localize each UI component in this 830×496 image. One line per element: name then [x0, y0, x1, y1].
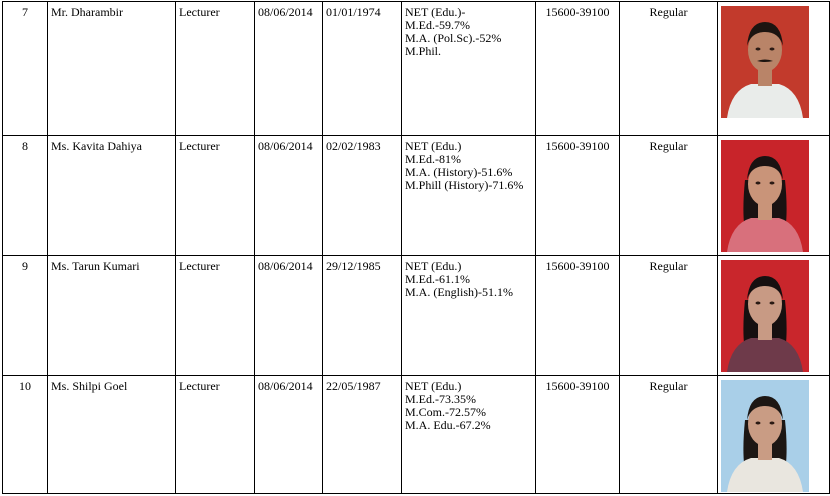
- photo-cell: [718, 2, 830, 136]
- serial-number-cell: 9: [3, 256, 48, 376]
- date-of-birth-cell: 29/12/1985: [323, 256, 402, 376]
- qualification-line: M.Com.-72.57%: [405, 405, 486, 419]
- designation-cell: Lecturer: [176, 256, 255, 376]
- qualification-line: M.Ed.-61.1%: [405, 272, 470, 286]
- table-row: [3, 256, 830, 376]
- qualification-line: M.A. (History)-51.6%: [405, 165, 513, 179]
- joining-date-cell: 08/06/2014: [255, 376, 323, 494]
- name-cell: Ms. Shilpi Goel: [48, 376, 176, 494]
- date-of-birth-cell: 22/05/1987: [323, 376, 402, 494]
- joining-date-cell: 08/06/2014: [255, 136, 323, 256]
- joining-date-cell: 08/06/2014: [255, 256, 323, 376]
- qualification-line: M.Phil.: [405, 44, 442, 58]
- designation-cell: Lecturer: [176, 136, 255, 256]
- qualifications-cell: [402, 376, 536, 494]
- table-row: [3, 376, 830, 494]
- photo-cell: [718, 136, 830, 256]
- table-row: [3, 136, 830, 256]
- serial-number-cell: 8: [3, 136, 48, 256]
- qualification-line: NET (Edu.)-: [405, 5, 466, 19]
- name-cell: Mr. Dharambir: [48, 2, 176, 136]
- pay-scale-cell: 15600-39100: [536, 256, 620, 376]
- qualification-line: NET (Edu.): [405, 139, 462, 153]
- qualification-line: NET (Edu.): [405, 259, 462, 273]
- qualification-line: M.Ed.-81%: [405, 152, 461, 166]
- joining-date-cell: 08/06/2014: [255, 2, 323, 136]
- staff-table: [2, 1, 830, 494]
- pay-scale-cell: 15600-39100: [536, 2, 620, 136]
- qualification-line: NET (Edu.): [405, 379, 462, 393]
- qualification-line: M.Ed.-59.7%: [405, 18, 470, 32]
- table-row: [3, 2, 830, 136]
- qualifications-cell: [402, 256, 536, 376]
- qualification-line: M.A. (Pol.Sc).-52%: [405, 31, 502, 45]
- date-of-birth-cell: 02/02/1983: [323, 136, 402, 256]
- qualification-line: M.Phill (History)-71.6%: [405, 178, 524, 192]
- name-cell: Ms. Kavita Dahiya: [48, 136, 176, 256]
- pay-scale-cell: 15600-39100: [536, 376, 620, 494]
- pay-scale-cell: 15600-39100: [536, 136, 620, 256]
- photo-cell: [718, 256, 830, 376]
- photo-cell: [718, 376, 830, 494]
- serial-number-cell: 10: [3, 376, 48, 494]
- status-cell: Regular: [620, 136, 718, 256]
- qualifications-cell: [402, 2, 536, 136]
- status-cell: Regular: [620, 256, 718, 376]
- serial-number-cell: 7: [3, 2, 48, 136]
- qualifications-cell: [402, 136, 536, 256]
- staff-photo: [721, 140, 809, 252]
- qualification-line: M.A. Edu.-67.2%: [405, 418, 491, 432]
- designation-cell: Lecturer: [176, 376, 255, 494]
- staff-photo: [721, 380, 809, 492]
- date-of-birth-cell: 01/01/1974: [323, 2, 402, 136]
- status-cell: Regular: [620, 2, 718, 136]
- designation-cell: Lecturer: [176, 2, 255, 136]
- name-cell: Ms. Tarun Kumari: [48, 256, 176, 376]
- staff-photo: [721, 260, 809, 372]
- status-cell: Regular: [620, 376, 718, 494]
- staff-photo: [721, 6, 809, 118]
- qualification-line: M.Ed.-73.35%: [405, 392, 476, 406]
- qualification-line: M.A. (English)-51.1%: [405, 285, 513, 299]
- table-body: [3, 2, 830, 494]
